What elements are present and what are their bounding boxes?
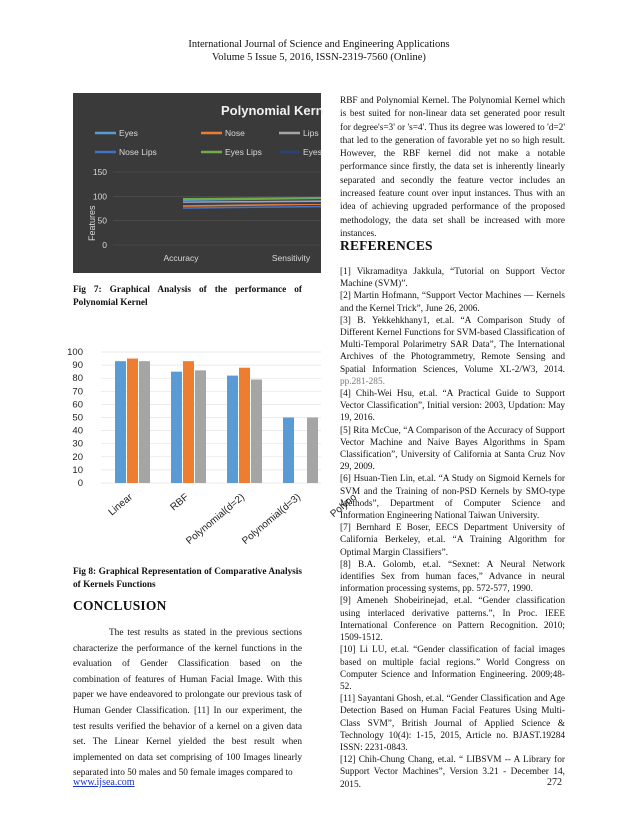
bar	[239, 368, 250, 483]
kernel-comparison-bar-chart	[67, 340, 359, 552]
legend-label: Eyes Lips	[225, 147, 262, 157]
reference-item: [3] B. Yekkehkhany1, et.al. “A Comparison Study of Different Kernel Functions for SVM-based Classification of Multi-Temporal Polarimetry SAR Data”, The International Archives of the Photogrammetry, Remote Sensing and Spatial Information Sciences, Volume XL-2/W3, 2014. pp.281-285.	[340, 315, 565, 387]
bar	[307, 418, 318, 484]
bar	[139, 361, 150, 483]
x-tick-label: Polynomial(d=2)	[184, 491, 247, 547]
chart-background	[73, 93, 321, 273]
legend-label: Eyes	[119, 128, 138, 138]
references-heading: REFERENCES	[340, 238, 433, 253]
journal-header	[0, 38, 638, 64]
legend-label: Nose Lips	[119, 147, 157, 157]
x-tick-label: Linear	[106, 491, 135, 519]
bar	[283, 418, 294, 484]
conclusion-text: The test results as stated in the previous sections characterize the performance of the kernel functions in the evaluation of Gender Classification based on the combination of features of Human Facial Image. With this paper we have endeavored to prolongate our previous task of Human Gender Classification. [11] In our experiment, the test results verified the behavior of a kernel on a given data set. The Linear Kernel yielded the best result when implemented on data set comprising of 100 Images linearly separated into 50 males and 50 female images compared to	[73, 628, 302, 779]
polynomial-kernel-line-chart	[73, 93, 324, 273]
journal-title: International Journal of Science and Engineering Applications	[188, 39, 450, 50]
fig7-caption: Fig 7: Graphical Analysis of the performance of Polynomial Kernel	[73, 285, 302, 308]
y-tick-label: 90	[72, 360, 83, 372]
x-tick-label: Polyno	[328, 491, 359, 520]
reference-item: [2] Martin Hofmann, “Support Vector Machines — Kernels and the Kernel Trick”, June 26, 2006.	[340, 291, 565, 314]
x-tick-label: Polynomial(d=3)	[240, 491, 303, 547]
bar	[183, 361, 194, 483]
fig8-caption: Fig 8: Graphical Representation of Comparative Analysis of Kernels Functions	[73, 567, 302, 590]
legend-label: Lips	[303, 128, 319, 138]
right-intro-paragraph: RBF and Polynomial Kernel. The Polynomial Kernel which is best suited for non-linear data set generated poor result for degree's=3' or 's=4'. Thus its degree was lowered to 'd=2' that led to the generation of favorable yet no so high result. However, the RBF kernel did not make a notable performance since firstly, the data set is inherently linearly separated and secondly the feature vector includes an increased feature count over input instances. Thus with an idea of achieving upgraded performance of the proposed methodology, the data set shall be increased with more instances.	[340, 96, 565, 239]
x-tick-label: RBF	[168, 491, 191, 514]
y-tick-label: 100	[92, 191, 107, 202]
reference-item: [9] Ameneh Shobeirinejad, et.al. “Gender classification using interlaced derivative patterns.”, In Proc. IEEE International Conference on Pattern Recognition. 2010; 1509-1512.	[340, 596, 565, 644]
y-tick-label: 0	[102, 240, 107, 250]
y-tick-label: 10	[72, 464, 83, 476]
y-tick-label: 50	[72, 412, 83, 424]
legend-label: Eyes	[303, 147, 322, 157]
series-line	[183, 201, 321, 202]
bar	[115, 361, 126, 483]
page-number: 272	[547, 777, 562, 788]
reference-item: [12] Chih-Chung Chang, et.al. “ LIBSVM -- A Library for Support Vector Machines”, Version 3.21 - December 14, 2015.	[340, 755, 565, 790]
reference-item: [7] Bernhard E Boser, EECS Department University of California Berkeley, et.al. “A Training Algorithm for Optimal Margin Classifiers”.	[340, 523, 565, 558]
bar	[251, 380, 262, 483]
y-tick-label: 150	[92, 167, 107, 177]
y-tick-label: 40	[72, 425, 83, 437]
y-axis-label: Features	[87, 205, 97, 241]
x-tick-label: Sensitivity	[271, 253, 311, 263]
series-line	[183, 198, 321, 199]
references-list	[340, 266, 565, 791]
reference-item: [4] Chih-Wei Hsu, et.al. “A Practical Guide to Support Vector Classification”, Initial version: 2003, Updation: May 19, 2016.	[340, 389, 565, 424]
y-tick-label: 0	[77, 478, 83, 489]
y-tick-label: 50	[97, 215, 107, 226]
bar	[227, 376, 238, 483]
conclusion-section	[73, 600, 302, 612]
bar	[195, 370, 206, 483]
reference-item: [1] Vikramaditya Jakkula, “Tutorial on Support Vector Machine (SVM)”.	[340, 267, 565, 290]
journal-volume: Volume 5 Issue 5, 2016, ISSN-2319-7560 (Online)	[212, 52, 426, 63]
bar	[171, 372, 182, 483]
bar	[127, 359, 138, 483]
y-tick-label: 20	[72, 451, 83, 463]
references-section	[340, 240, 565, 252]
reference-pages: pp.281-285.	[340, 376, 385, 387]
conclusion-heading: CONCLUSION	[73, 598, 167, 613]
reference-item: [5] Rita McCue, “A Comparison of the Accuracy of Support Vector Machine and Naive Bayes Algorithms in Spam Classification”, University of California at Santa Cruz Nov 29, 2009.	[340, 425, 565, 473]
y-tick-label: 60	[72, 399, 83, 411]
reference-item: [8] B.A. Golomb, et.al. “Sexnet: A Neural Network identifies Sex from human faces,” Advance in neural information processing systems, pp. 572-577, 1990.	[340, 559, 565, 595]
y-tick-label: 100	[67, 347, 83, 358]
x-tick-label: Accuracy	[163, 253, 199, 263]
y-tick-label: 30	[72, 438, 83, 450]
reference-item: [11] Sayantani Ghosh, et.al. “Gender Classification and Age Detection Based on Human Facial Features Using Multi-Class SVM”, British Journal of Applied Science & Technology 10(4): 1-15, 2015, Article no. BJAST.19284 ISSN: 2231-0843.	[340, 694, 565, 753]
reference-item: [6] Hsuan-Tien Lin, et.al. “A Study on Sigmoid Kernels for SVM and the Training of non-PSD Kernels by SMO-type Methods”, Department of Computer Science and Information Engineering National Taiwan University.	[340, 474, 565, 522]
chart-title: Polynomial Kern	[221, 103, 324, 118]
y-tick-label: 70	[72, 386, 83, 398]
reference-item: [10] Li LU, et.al. “Gender classification of facial images based on multiple facial regions.” World Congress on Computer Science and Information Engineering. 2009;48-52.	[340, 645, 565, 692]
legend-label: Nose	[225, 128, 245, 138]
y-tick-label: 80	[72, 373, 83, 385]
journal-website-link[interactable]: www.ijsea.com	[73, 777, 135, 788]
